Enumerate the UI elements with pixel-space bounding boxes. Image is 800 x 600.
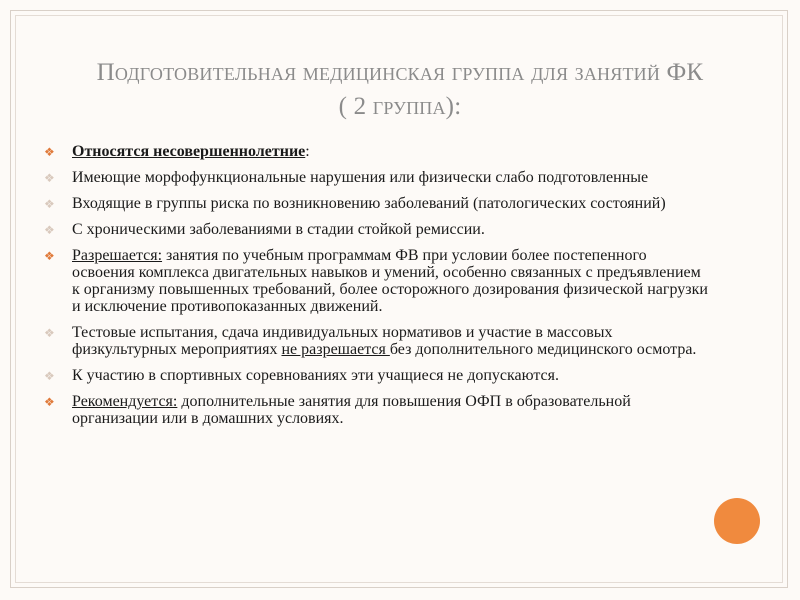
bullet-marker-icon: ❖ [44,326,55,340]
bullet-marker-icon: ❖ [44,197,55,211]
bullet-item [42,367,712,384]
bullet-marker-icon: ❖ [44,171,55,185]
bullet-marker-icon: ❖ [44,249,55,263]
bullet-list [42,143,712,436]
slide-title [40,56,760,124]
bullet-lead: Рекомендуется: [72,393,178,410]
bullet-text: занятия по учебным программам ФВ при условии более постепенного освоения комплекса двигательных навыков и умений, особенно связанных с предъявлением к организму повышенных требований, более осторожного дозирования физической нагрузки и исключение противопоказанных движений. [72,247,708,315]
bullet-item [42,324,712,358]
bullet-text: без дополнительного медицинского осмотра. [389,341,697,358]
bullet-text: Входящие в группы риска по возникновению заболеваний (патологических состояний) [72,195,666,212]
bullet-text: : [305,143,310,160]
bullet-item [42,393,712,427]
bullet-item [42,169,712,186]
bullet-lead: Относятся несовершеннолетние [72,143,306,160]
bullet-text: С хроническими заболеваниями в стадии стойкой ремиссии. [72,221,485,238]
bullet-text: Тестовые испытания, сдача индивидуальных нормативов и участие в массовых физкультурных мероприятиях [72,324,613,358]
bullet-lead: Разрешается: [72,247,163,264]
bullet-marker-icon: ❖ [44,223,55,237]
bullet-marker-icon: ❖ [44,395,55,409]
bullet-text: дополнительные занятия для повышения ОФП в образовательной организации или в домашних условиях. [72,393,631,427]
bullet-item [42,247,712,315]
bullet-text: К участию в спортивных соревнованиях эти учащиеся не допускаются. [72,367,560,384]
bullet-item [42,195,712,212]
bullet-marker-icon: ❖ [44,145,55,159]
decorative-orange-circle [714,498,760,544]
bullet-marker-icon: ❖ [44,369,55,383]
bullet-item [42,221,712,238]
bullet-item [42,143,712,160]
bullet-emphasis: не разрешается [281,341,390,358]
title-line-2: ( 2 группа): [338,93,462,120]
bullet-text: Имеющие морфофункциональные нарушения или физически слабо подготовленные [72,169,649,186]
title-line-1: Подготовительная медицинская группа для занятий ФК [96,59,704,86]
